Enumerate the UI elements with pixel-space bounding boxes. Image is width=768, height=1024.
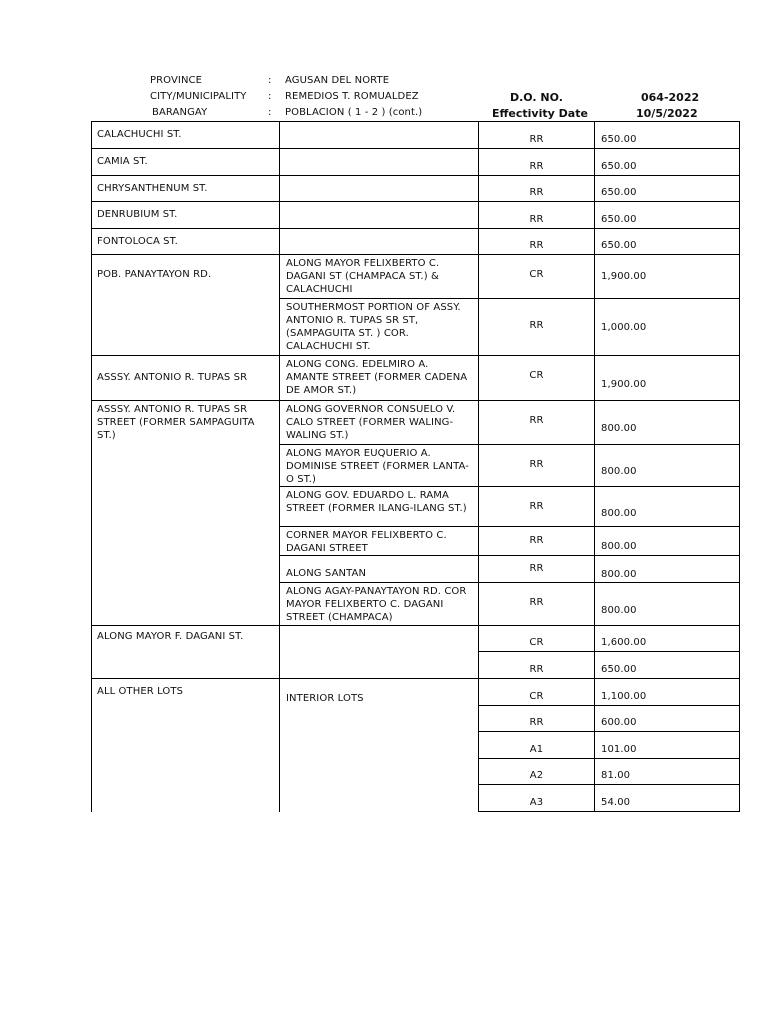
unit-value: 650.00	[595, 149, 740, 176]
unit-value: 1,100.00	[595, 679, 740, 706]
unit-value: 650.00	[595, 229, 740, 255]
unit-value: 800.00	[595, 527, 740, 556]
province-colon: :	[268, 75, 272, 86]
location-desc	[280, 149, 479, 176]
unit-value: 800.00	[595, 401, 740, 445]
unit-value: 600.00	[595, 706, 740, 732]
do-number-label: D.O. NO.	[510, 91, 563, 104]
street-name: CHRYSANTHENUM ST.	[92, 176, 280, 202]
classification: RR	[479, 556, 595, 583]
effectivity-date-value: 10/5/2022	[636, 107, 698, 120]
table-row	[92, 626, 740, 652]
unit-value: 101.00	[595, 732, 740, 759]
table-row	[92, 202, 740, 229]
unit-value: 800.00	[595, 487, 740, 527]
classification: RR	[479, 487, 595, 527]
classification: CR	[479, 356, 595, 401]
unit-value: 800.00	[595, 583, 740, 626]
unit-value: 800.00	[595, 445, 740, 487]
classification: RR	[479, 445, 595, 487]
do-number-value: 064-2022	[641, 91, 700, 104]
province-value: AGUSAN DEL NORTE	[285, 75, 390, 86]
unit-value: 650.00	[595, 652, 740, 679]
unit-value: 54.00	[595, 785, 740, 812]
location-desc	[280, 122, 479, 149]
location-desc: ALONG GOVERNOR CONSUELO V. CALO STREET (FORMER WALING-WALING ST.)	[280, 401, 479, 445]
zonal-value-table	[91, 121, 740, 812]
unit-value: 1,000.00	[595, 299, 740, 356]
classification: RR	[479, 527, 595, 556]
province-label: PROVINCE	[150, 75, 203, 86]
classification: CR	[479, 255, 595, 299]
location-desc	[280, 176, 479, 202]
location-desc: SOUTHERMOST PORTION OF ASSY. ANTONIO R. TUPAS SR ST, (SAMPAGUITA ST. ) COR. CALACHUCHI ST.	[280, 299, 479, 356]
location-desc: INTERIOR LOTS	[280, 679, 479, 812]
table-row	[92, 356, 740, 401]
location-desc	[280, 229, 479, 255]
city-colon: :	[268, 91, 272, 102]
table-row	[92, 229, 740, 255]
unit-value: 1,900.00	[595, 356, 740, 401]
location-desc: ALONG MAYOR FELIXBERTO C. DAGANI ST (CHAMPACA ST.) & CALACHUCHI	[280, 255, 479, 299]
classification: RR	[479, 149, 595, 176]
location-desc: ALONG SANTAN	[280, 556, 479, 583]
street-name: CAMIA ST.	[92, 149, 280, 176]
unit-value: 650.00	[595, 122, 740, 149]
location-desc: ALONG AGAY-PANAYTAYON RD. COR MAYOR FELIXBERTO C. DAGANI STREET (CHAMPACA)	[280, 583, 479, 626]
unit-value: 800.00	[595, 556, 740, 583]
street-name: POB. PANAYTAYON RD.	[92, 255, 280, 356]
unit-value: 1,900.00	[595, 255, 740, 299]
table-row	[92, 122, 740, 149]
classification: RR	[479, 122, 595, 149]
barangay-colon: :	[268, 107, 272, 118]
classification: RR	[479, 583, 595, 626]
unit-value: 81.00	[595, 759, 740, 785]
street-name: CALACHUCHI ST.	[92, 122, 280, 149]
classification: RR	[479, 706, 595, 732]
street-name: FONTOLOCA ST.	[92, 229, 280, 255]
classification: RR	[479, 176, 595, 202]
classification: A2	[479, 759, 595, 785]
classification: CR	[479, 679, 595, 706]
street-name: ASSSY. ANTONIO R. TUPAS SR STREET (FORMER SAMPAGUITA ST.)	[92, 401, 280, 626]
table-row	[92, 679, 740, 706]
location-desc: CORNER MAYOR FELIXBERTO C. DAGANI STREET	[280, 527, 479, 556]
classification: RR	[479, 652, 595, 679]
unit-value: 650.00	[595, 176, 740, 202]
location-desc: ALONG MAYOR EUQUERIO A. DOMINISE STREET (FORMER LANTA-O ST.)	[280, 445, 479, 487]
effectivity-date-label: Effectivity Date	[492, 107, 588, 120]
city-label: CITY/MUNICIPALITY	[150, 91, 247, 102]
table-row	[92, 255, 740, 299]
classification: RR	[479, 401, 595, 445]
unit-value: 1,600.00	[595, 626, 740, 652]
location-desc	[280, 202, 479, 229]
location-desc	[280, 626, 479, 679]
location-desc: ALONG CONG. EDELMIRO A. AMANTE STREET (FORMER CADENA DE AMOR ST.)	[280, 356, 479, 401]
classification: RR	[479, 299, 595, 356]
classification: A1	[479, 732, 595, 759]
classification: RR	[479, 229, 595, 255]
classification: CR	[479, 626, 595, 652]
table-row	[92, 149, 740, 176]
street-name: ALONG MAYOR F. DAGANI ST.	[92, 626, 280, 679]
city-value: REMEDIOS T. ROMUALDEZ	[285, 91, 419, 102]
table-row	[92, 176, 740, 202]
barangay-label: BARANGAY	[152, 107, 208, 118]
classification: A3	[479, 785, 595, 812]
unit-value: 650.00	[595, 202, 740, 229]
barangay-value: POBLACION ( 1 - 2 ) (cont.)	[285, 107, 423, 118]
classification: RR	[479, 202, 595, 229]
table-row	[92, 401, 740, 445]
street-name: DENRUBIUM ST.	[92, 202, 280, 229]
location-desc: ALONG GOV. EDUARDO L. RAMA STREET (FORMER ILANG-ILANG ST.)	[280, 487, 479, 527]
street-name: ALL OTHER LOTS	[92, 679, 280, 812]
street-name: ASSSY. ANTONIO R. TUPAS SR	[92, 356, 280, 401]
